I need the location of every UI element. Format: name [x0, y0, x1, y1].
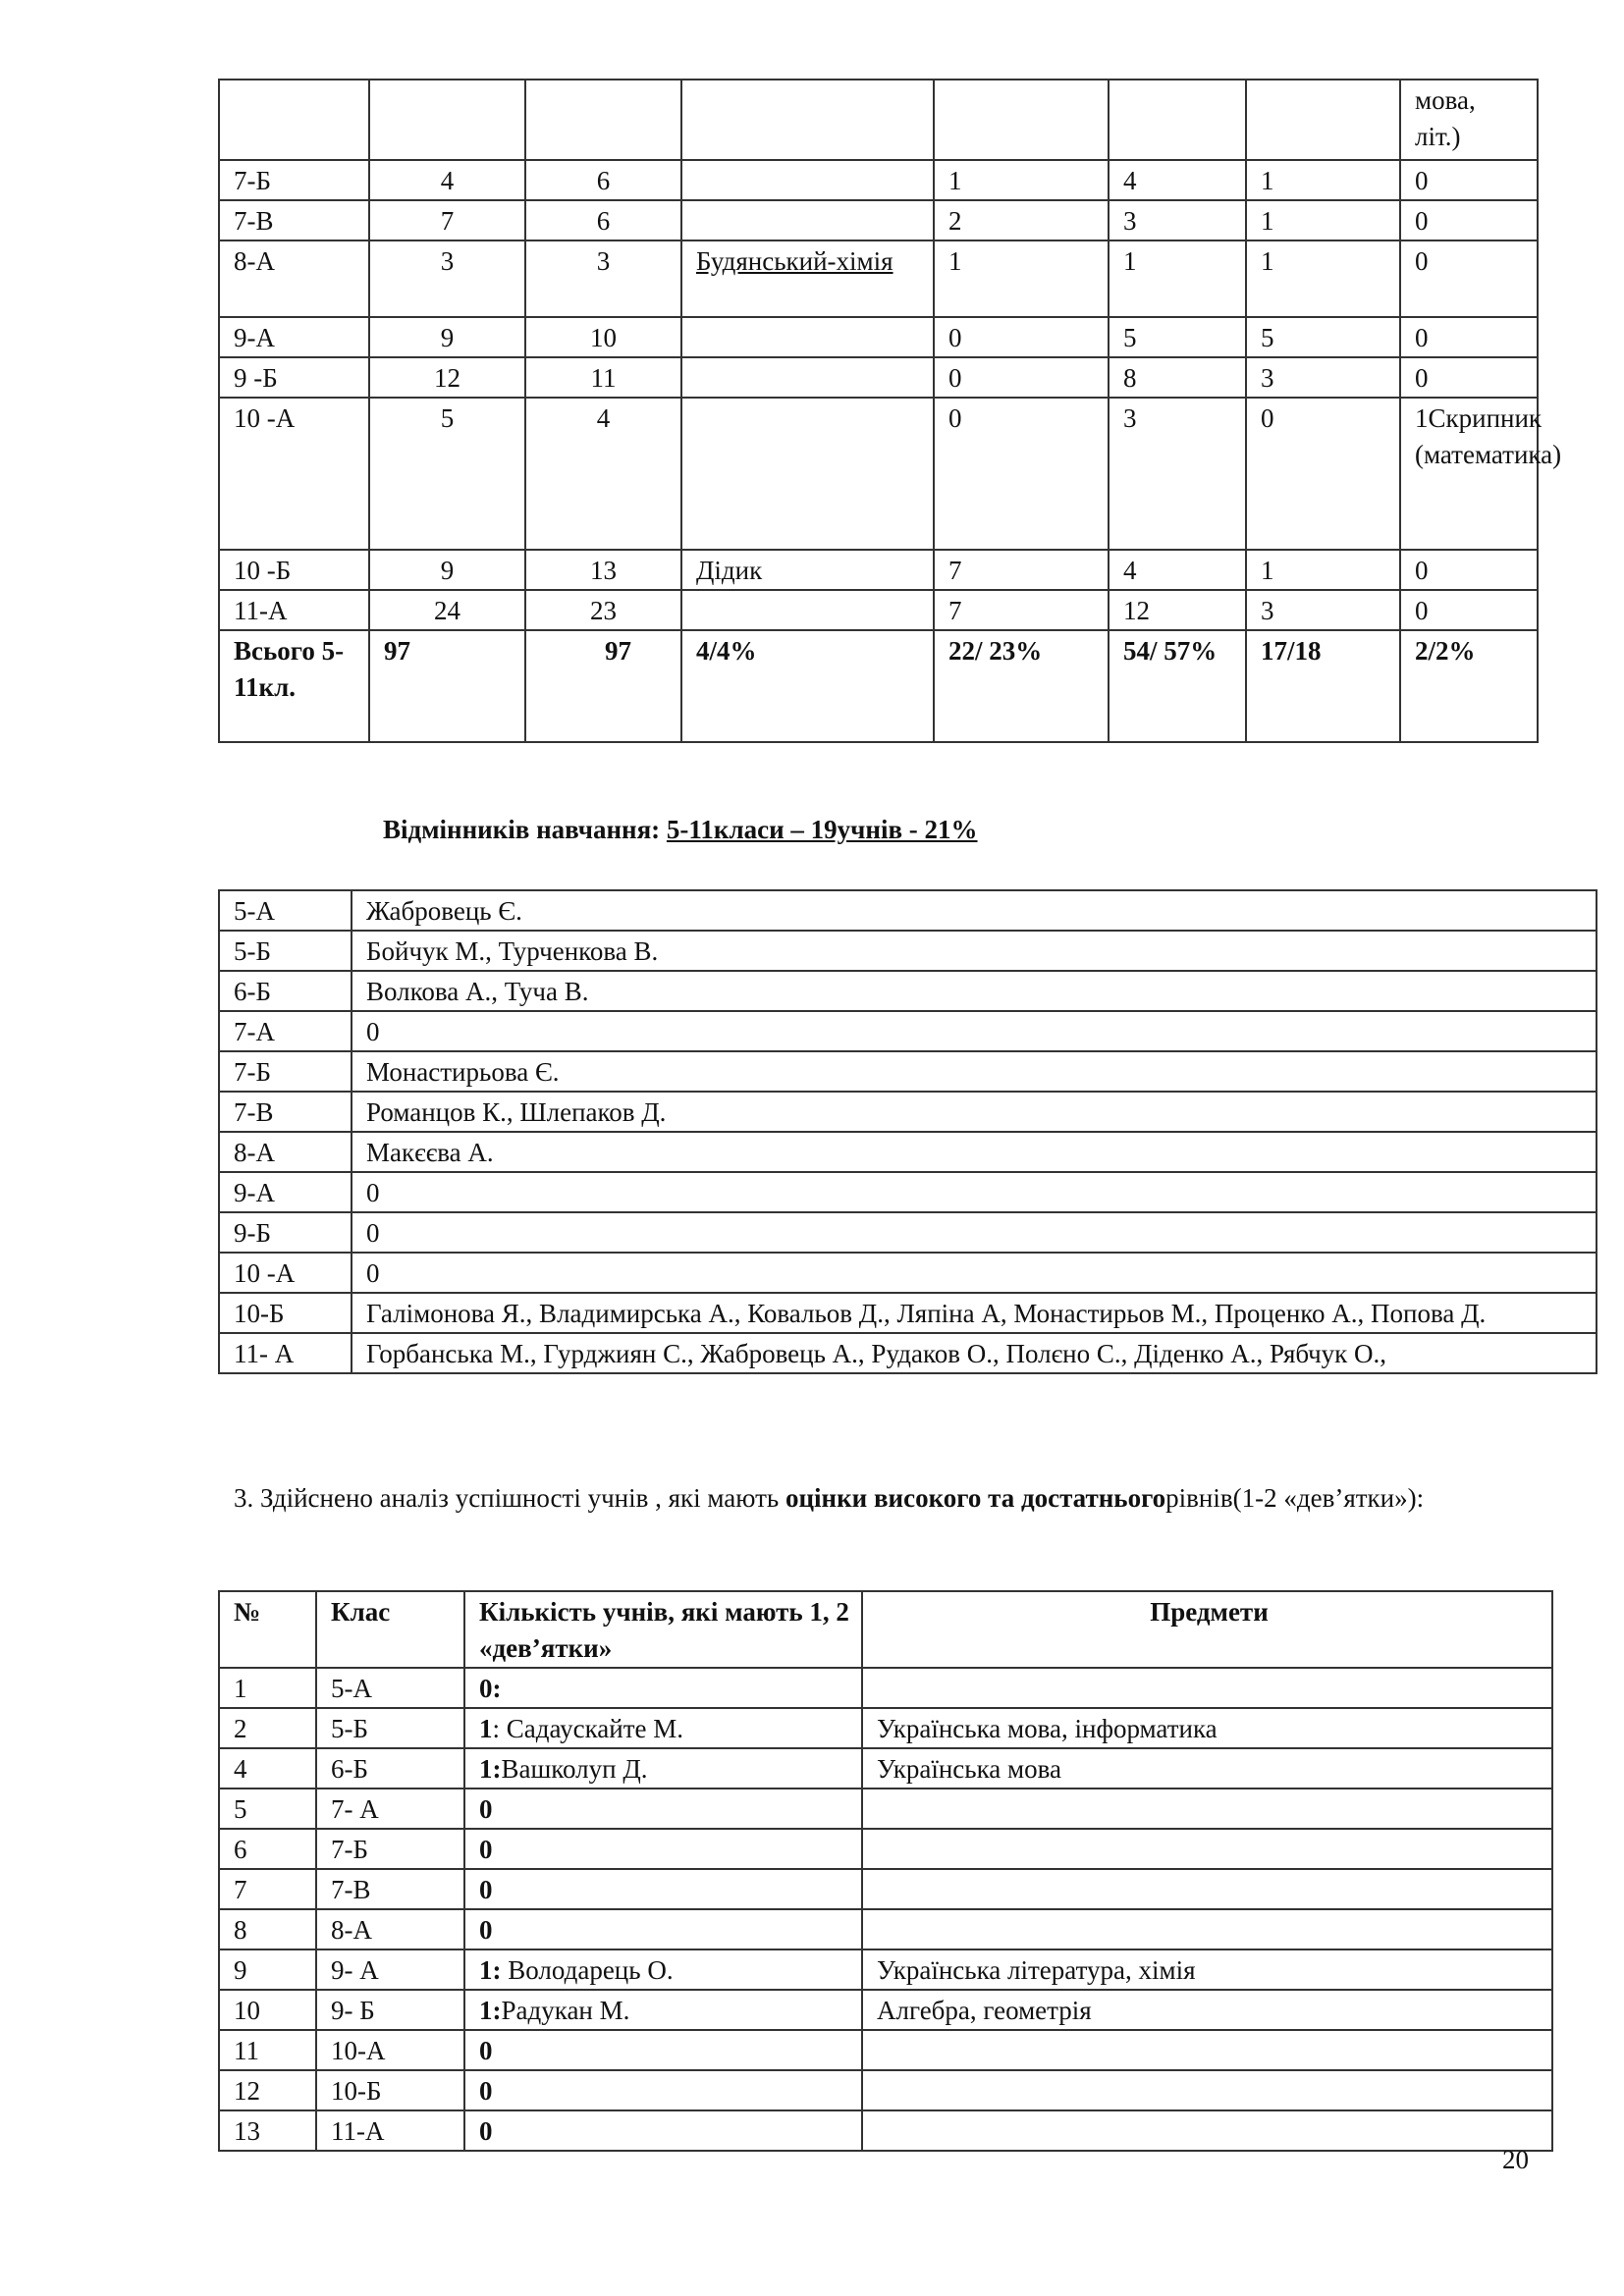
teacher-cell — [681, 590, 934, 630]
total-value: 22/ 23% — [934, 630, 1109, 742]
teacher-cell — [681, 80, 934, 160]
value-cell: 5 — [1246, 317, 1400, 357]
class-cell: 6-Б — [219, 971, 352, 1011]
table-header-row — [219, 1591, 1552, 1668]
count-value: 1 — [479, 1714, 493, 1743]
class-cell: 7-В — [316, 1869, 464, 1909]
count-value: 0 — [479, 2116, 493, 2146]
total-value: 97 — [525, 630, 681, 742]
teacher-name: Будянський-хімія — [696, 246, 893, 276]
num-cell: 10 — [219, 1990, 316, 2030]
num-cell: 11 — [219, 2030, 316, 2070]
value-cell: 4 — [1109, 550, 1246, 590]
value-cell: 3 — [1246, 590, 1400, 630]
table-row — [219, 2030, 1552, 2070]
value-cell: 23 — [525, 590, 681, 630]
honors-heading-value: 5-11класи – 19учнів - 21% — [666, 815, 978, 844]
students-cell: 0 — [352, 1212, 1597, 1253]
count-cell — [464, 1708, 862, 1748]
num-cell: 7 — [219, 1869, 316, 1909]
count-value: 0 — [479, 2076, 493, 2106]
class-cell: 10-А — [316, 2030, 464, 2070]
value-cell: мова, літ.) — [1400, 80, 1538, 160]
subjects-cell: Українська мова — [862, 1748, 1552, 1789]
table-row — [219, 1748, 1552, 1789]
num-cell: 2 — [219, 1708, 316, 1748]
table-row — [219, 2070, 1552, 2110]
table-row — [219, 1990, 1552, 2030]
value-cell: 3 — [1109, 398, 1246, 550]
class-cell: 7- А — [316, 1789, 464, 1829]
students-cell: 0 — [352, 1011, 1597, 1051]
students-cell: 0 — [352, 1253, 1597, 1293]
value-cell: 24 — [369, 590, 525, 630]
honors-students-table — [218, 889, 1597, 1374]
teacher-cell — [681, 317, 934, 357]
total-value: 54/ 57% — [1109, 630, 1246, 742]
table-row — [219, 317, 1538, 357]
value-cell: 7 — [369, 200, 525, 240]
table-row — [219, 1253, 1597, 1293]
value-cell — [369, 80, 525, 160]
header-subjects: Предмети — [862, 1591, 1552, 1668]
students-cell: Жабровець Є. — [352, 890, 1597, 931]
table-row — [219, 890, 1597, 931]
count-cell — [464, 1668, 862, 1708]
teacher-cell — [681, 550, 934, 590]
teacher-cell — [681, 200, 934, 240]
subjects-cell: Українська мова, інформатика — [862, 1708, 1552, 1748]
class-cell: 5-Б — [316, 1708, 464, 1748]
table-row — [219, 1132, 1597, 1172]
subjects-cell — [862, 2030, 1552, 2070]
table-row — [219, 1789, 1552, 1829]
count-cell — [464, 2070, 862, 2110]
paragraph-suffix: рівнів(1-2 «дев’ятки»): — [1165, 1483, 1425, 1513]
count-value: 0: — [479, 1674, 502, 1703]
num-cell: 1 — [219, 1668, 316, 1708]
table-row — [219, 1092, 1597, 1132]
count-cell — [464, 1909, 862, 1949]
value-cell: 0 — [934, 317, 1109, 357]
count-value: 0 — [479, 1835, 493, 1864]
class-cell: 9- Б — [316, 1990, 464, 2030]
table-row — [219, 550, 1538, 590]
value-cell: 11 — [525, 357, 681, 398]
class-cell: 9-А — [219, 1172, 352, 1212]
subjects-cell — [862, 2110, 1552, 2151]
teacher-cell — [681, 160, 934, 200]
count-cell — [464, 1789, 862, 1829]
table-row — [219, 971, 1597, 1011]
table-row — [219, 1708, 1552, 1748]
table-row — [219, 357, 1538, 398]
class-cell: 5-А — [316, 1668, 464, 1708]
value-cell: 0 — [934, 398, 1109, 550]
value-cell: 4 — [525, 398, 681, 550]
class-cell: 9-Б — [219, 1212, 352, 1253]
count-cell — [464, 2110, 862, 2151]
value-cell: 12 — [1109, 590, 1246, 630]
class-cell: 9- А — [316, 1949, 464, 1990]
class-cell: 10 -А — [219, 398, 369, 550]
table-row — [219, 160, 1538, 200]
count-cell — [464, 1990, 862, 2030]
total-value: 4/4% — [681, 630, 934, 742]
value-cell: 0 — [934, 357, 1109, 398]
value-cell: 2 — [934, 200, 1109, 240]
student-name: : Садаускайте М. — [492, 1714, 684, 1743]
num-cell: 13 — [219, 2110, 316, 2151]
header-num: № — [219, 1591, 316, 1668]
total-row — [219, 630, 1538, 742]
class-cell: 8-А — [316, 1909, 464, 1949]
paragraph-prefix: 3. Здійснено аналіз успішності учнів , які мають — [234, 1483, 785, 1513]
class-cell: 7-А — [219, 1011, 352, 1051]
num-cell: 12 — [219, 2070, 316, 2110]
subjects-cell — [862, 1909, 1552, 1949]
value-cell: 5 — [369, 398, 525, 550]
count-cell — [464, 2030, 862, 2070]
count-value: 1: — [479, 1955, 502, 1985]
value-cell: 1 — [1246, 240, 1400, 317]
value-cell: 1 — [1109, 240, 1246, 317]
value-cell: 6 — [525, 160, 681, 200]
value-cell: 8 — [1109, 357, 1246, 398]
students-cell: Горбанська М., Гурджиян С., Жабровець А., Рудаков О., Полєно С., Діденко А., Рябчук О., — [352, 1333, 1597, 1373]
class-cell: 8-А — [219, 240, 369, 317]
students-cell: Волкова А., Туча В. — [352, 971, 1597, 1011]
table-row — [219, 1949, 1552, 1990]
class-cell: 11-А — [316, 2110, 464, 2151]
value-cell: 0 — [1400, 200, 1538, 240]
value-cell: 1 — [1246, 160, 1400, 200]
value-cell: 13 — [525, 550, 681, 590]
num-cell: 5 — [219, 1789, 316, 1829]
class-cell: 10-Б — [316, 2070, 464, 2110]
value-cell: 5 — [1109, 317, 1246, 357]
num-cell: 4 — [219, 1748, 316, 1789]
table-row — [219, 80, 1538, 160]
table-row — [219, 1212, 1597, 1253]
page-number: 20 — [1502, 2145, 1529, 2174]
value-cell: 12 — [369, 357, 525, 398]
count-value: 1: — [479, 1996, 502, 2025]
table-row — [219, 240, 1538, 317]
count-cell — [464, 1869, 862, 1909]
value-cell: 1 — [934, 160, 1109, 200]
table-row — [219, 931, 1597, 971]
class-cell: 8-А — [219, 1132, 352, 1172]
count-value: 1: — [479, 1754, 502, 1784]
subjects-cell — [862, 1668, 1552, 1708]
value-cell: 1 — [934, 240, 1109, 317]
table-row — [219, 1869, 1552, 1909]
student-name: Вашколуп Д. — [501, 1754, 648, 1784]
students-cell: Бойчук М., Турченкова В. — [352, 931, 1597, 971]
header-count: Кількість учнів, які мають 1, 2 «дев’ятки» — [464, 1591, 862, 1668]
subjects-cell — [862, 1789, 1552, 1829]
value-cell: 9 — [369, 317, 525, 357]
value-cell: 7 — [934, 550, 1109, 590]
count-value: 0 — [479, 1875, 493, 1904]
student-name: Володарець О. — [501, 1955, 674, 1985]
teacher-cell — [681, 398, 934, 550]
value-cell: 1 — [1246, 200, 1400, 240]
num-cell: 6 — [219, 1829, 316, 1869]
class-cell: 6-Б — [316, 1748, 464, 1789]
num-cell: 8 — [219, 1909, 316, 1949]
value-cell: 0 — [1400, 160, 1538, 200]
teacher-name: Дідик — [696, 556, 763, 585]
count-cell — [464, 1949, 862, 1990]
table-row — [219, 1172, 1597, 1212]
class-cell: 11-А — [219, 590, 369, 630]
count-cell — [464, 1748, 862, 1789]
value-cell: 1 — [1246, 550, 1400, 590]
table-row — [219, 1829, 1552, 1869]
students-cell: Макєєва А. — [352, 1132, 1597, 1172]
students-cell: Монастирьова Є. — [352, 1051, 1597, 1092]
analysis-paragraph — [234, 1479, 1549, 1517]
subjects-cell: Українська література, хімія — [862, 1949, 1552, 1990]
value-cell: 4 — [1109, 160, 1246, 200]
value-cell: 0 — [1400, 550, 1538, 590]
value-cell — [1246, 80, 1400, 160]
value-cell: 0 — [1400, 317, 1538, 357]
table-row — [219, 1293, 1597, 1333]
class-cell: 7-Б — [219, 160, 369, 200]
total-value: 17/18 — [1246, 630, 1400, 742]
value-cell: 3 — [525, 240, 681, 317]
value-cell — [934, 80, 1109, 160]
table-row — [219, 1909, 1552, 1949]
teacher-cell — [681, 240, 934, 317]
value-cell: 10 — [525, 317, 681, 357]
class-cell: 7-В — [219, 200, 369, 240]
class-cell: 7-Б — [219, 1051, 352, 1092]
value-cell — [525, 80, 681, 160]
class-results-table — [218, 79, 1562, 743]
class-cell: 10 -Б — [219, 550, 369, 590]
table-row — [219, 1051, 1597, 1092]
subjects-cell — [862, 1829, 1552, 1869]
nines-analysis-table — [218, 1590, 1553, 2152]
value-cell: 4 — [369, 160, 525, 200]
table-row — [219, 1011, 1597, 1051]
subjects-cell — [862, 1869, 1552, 1909]
num-cell: 9 — [219, 1949, 316, 1990]
value-cell: 0 — [1400, 240, 1538, 317]
class-cell: 5-А — [219, 890, 352, 931]
paragraph-bold: оцінки високого та достатнього — [785, 1483, 1166, 1513]
value-cell: 6 — [525, 200, 681, 240]
value-cell: 3 — [1109, 200, 1246, 240]
teacher-cell — [681, 357, 934, 398]
value-cell — [1109, 80, 1246, 160]
honors-heading — [383, 815, 978, 845]
subjects-cell — [862, 2070, 1552, 2110]
class-cell: 5-Б — [219, 931, 352, 971]
class-cell: 9 -Б — [219, 357, 369, 398]
value-cell: 3 — [1246, 357, 1400, 398]
value-cell: 0 — [1400, 357, 1538, 398]
count-value: 0 — [479, 1915, 493, 1945]
students-cell: Романцов К., Шлепаков Д. — [352, 1092, 1597, 1132]
class-cell: 10 -А — [219, 1253, 352, 1293]
value-cell: 0 — [1400, 590, 1538, 630]
class-cell: 11- А — [219, 1333, 352, 1373]
count-value: 0 — [479, 2036, 493, 2065]
total-value: 2/2% — [1400, 630, 1538, 742]
class-cell: 7-В — [219, 1092, 352, 1132]
subjects-cell: Алгебра, геометрія — [862, 1990, 1552, 2030]
table-row — [219, 590, 1538, 630]
table-row — [219, 200, 1538, 240]
class-cell: 10-Б — [219, 1293, 352, 1333]
value-cell: 0 — [1246, 398, 1400, 550]
class-cell — [219, 80, 369, 160]
honors-heading-label: Відмінників навчання: — [383, 815, 667, 844]
header-class: Клас — [316, 1591, 464, 1668]
table-row — [219, 1668, 1552, 1708]
total-label: Всього 5-11кл. — [219, 630, 369, 742]
table-row — [219, 398, 1538, 550]
value-cell: 7 — [934, 590, 1109, 630]
class-cell: 7-Б — [316, 1829, 464, 1869]
value-cell: 9 — [369, 550, 525, 590]
class-cell: 9-А — [219, 317, 369, 357]
students-cell: 0 — [352, 1172, 1597, 1212]
table-row — [219, 2110, 1552, 2151]
value-cell: 1Скрипник (математика) — [1400, 398, 1538, 550]
count-value: 0 — [479, 1794, 493, 1824]
students-cell: Галімонова Я., Владимирська А., Ковальов Д., Ляпіна А, Монастирьов М., Проценко А., Попова Д. — [352, 1293, 1597, 1333]
student-name: Радукан М. — [501, 1996, 630, 2025]
table-row — [219, 1333, 1597, 1373]
value-cell: 3 — [369, 240, 525, 317]
count-cell — [464, 1829, 862, 1869]
total-value: 97 — [369, 630, 525, 742]
